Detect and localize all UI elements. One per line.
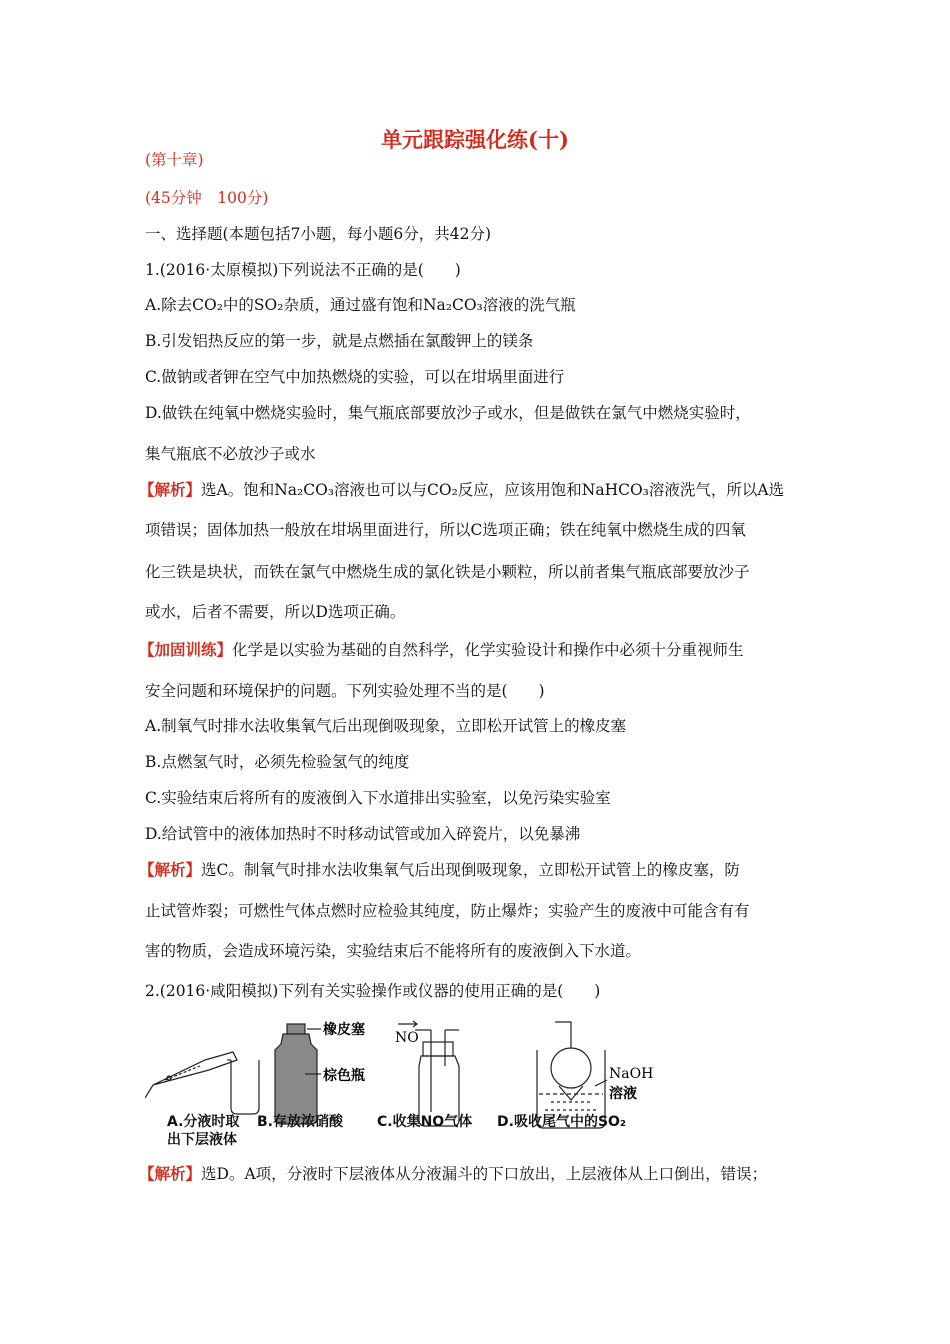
chapter-label: (第十章) bbox=[145, 151, 204, 169]
q2-analysis-line1 bbox=[139, 1164, 767, 1184]
label-solution: 溶液 bbox=[609, 1086, 637, 1102]
analysis-tag: 【解析】 bbox=[139, 1164, 202, 1183]
extra-stem-line1 bbox=[139, 640, 744, 660]
caption-d: D.吸收尾气中的SO₂ bbox=[497, 1114, 627, 1130]
q1-analysis-line1 bbox=[139, 480, 784, 500]
analysis-tag: 【解析】 bbox=[139, 860, 202, 879]
extra-analysis-line1 bbox=[139, 860, 740, 880]
section-heading: 一、选择题(本题包括7小题，每小题6分，共42分) bbox=[145, 225, 492, 243]
brown-bottle-illustration bbox=[275, 1024, 321, 1124]
q1-option-a: A.除去CO₂中的SO₂杂质，通过盛有饱和Na₂CO₃溶液的洗气瓶 bbox=[145, 296, 576, 314]
extra-stem-line2: 安全问题和环境保护的问题。下列实验处理不当的是( ) bbox=[145, 682, 545, 700]
label-naoh: NaOH bbox=[609, 1066, 654, 1082]
separatory-funnel-illustration bbox=[145, 1052, 259, 1114]
caption-a-line2: 出下层液体 bbox=[167, 1132, 237, 1148]
q1-option-d-line1: D.做铁在纯氧中燃烧实验时，集气瓶底部要放沙子或水，但是做铁在氯气中燃烧实验时， bbox=[145, 404, 751, 422]
label-stopper: 橡皮塞 bbox=[323, 1022, 365, 1038]
extra-analysis-text1: 选C。制氧气时排水法收集氧气后出现倒吸现象，立即松开试管上的橡皮塞，防 bbox=[201, 861, 740, 879]
q1-option-c: C.做钠或者钾在空气中加热燃烧的实验，可以在坩埚里面进行 bbox=[145, 368, 565, 386]
q1-analysis-line2: 项错误；固体加热一般放在坩埚里面进行，所以C选项正确；铁在纯氧中燃烧生成的四氧 bbox=[145, 521, 746, 539]
q2-stem: 2.(2016·咸阳模拟)下列有关实验操作或仪器的使用正确的是( ) bbox=[145, 982, 601, 1000]
q1-option-d-line2: 集气瓶底不必放沙子或水 bbox=[145, 445, 316, 463]
extra-option-b: B.点燃氢气时，必须先检验氢气的纯度 bbox=[145, 753, 410, 771]
q1-option-b: B.引发铝热反应的第一步，就是点燃插在氯酸钾上的镁条 bbox=[145, 332, 534, 350]
time-score-label: (45分钟 100分) bbox=[145, 189, 269, 207]
extra-analysis-line3: 害的物质，会造成环境污染，实验结束后不能将所有的废液倒入下水道。 bbox=[145, 942, 642, 960]
label-brown-bottle: 棕色瓶 bbox=[323, 1068, 365, 1084]
analysis-tag: 【解析】 bbox=[139, 480, 202, 499]
extra-analysis-line2: 止试管炸裂；可燃性气体点燃时应检验其纯度，防止爆炸；实验产生的废液中可能含有有 bbox=[145, 902, 750, 920]
caption-a-line1: A.分液时取 bbox=[167, 1114, 240, 1130]
q1-analysis-line4: 或水，后者不需要，所以D选项正确。 bbox=[145, 603, 406, 621]
q2-apparatus-figure bbox=[145, 1020, 665, 1150]
caption-b: B.存放浓硝酸 bbox=[257, 1114, 343, 1130]
q1-analysis-line3: 化三铁是块状，而铁在氯气中燃烧生成的氯化铁是小颗粒，所以前者集气瓶底部要放沙子 bbox=[145, 563, 750, 581]
page-title: 单元跟踪强化练(十) bbox=[381, 127, 569, 152]
q2-analysis-text1: 选D。A项，分液时下层液体从分液漏斗的下口放出，上层液体从上口倒出，错误； bbox=[201, 1165, 768, 1183]
caption-c: C.收集NO气体 bbox=[377, 1114, 473, 1130]
label-no: NO bbox=[395, 1030, 419, 1046]
extra-option-a: A.制氧气时排水法收集氧气后出现倒吸现象，立即松开试管上的橡皮塞 bbox=[145, 717, 627, 735]
q1-analysis-text1: 选A。饱和Na₂CO₃溶液也可以与CO₂反应，应该用饱和NaHCO₃溶液洗气，所以A选 bbox=[201, 481, 785, 499]
reinforcement-tag: 【加固训练】 bbox=[139, 640, 233, 659]
extra-option-d: D.给试管中的液体加热时不时移动试管或加入碎瓷片，以免暴沸 bbox=[145, 825, 581, 843]
extra-option-c: C.实验结束后将所有的废液倒入下水道排出实验室，以免污染实验室 bbox=[145, 789, 611, 807]
extra-stem-text1: 化学是以实验为基础的自然科学，化学实验设计和操作中必须十分重视师生 bbox=[232, 641, 744, 659]
q1-stem: 1.(2016·太原模拟)下列说法不正确的是( ) bbox=[145, 261, 461, 279]
